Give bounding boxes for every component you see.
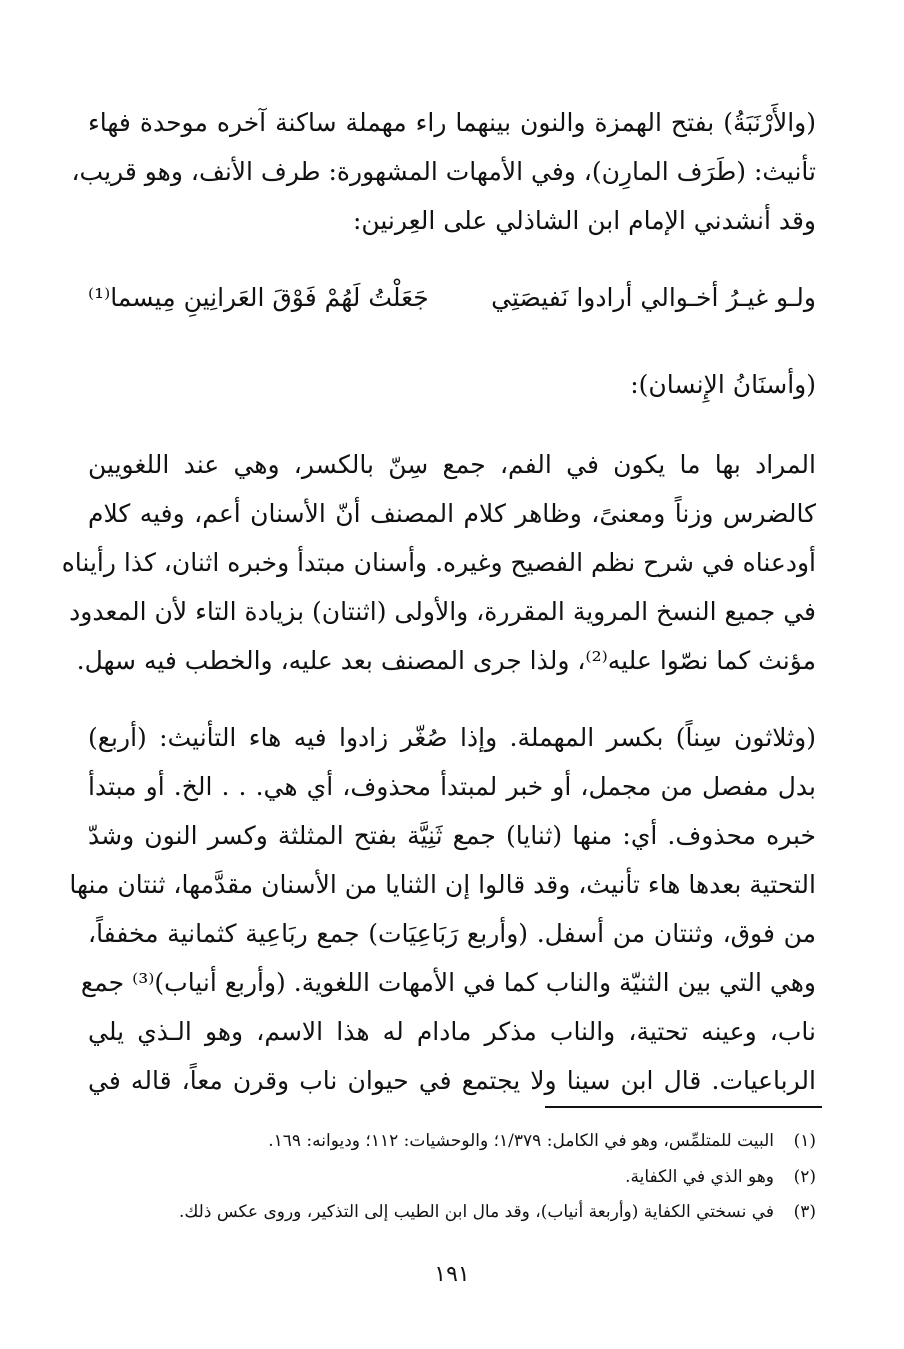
footnote <box>88 1162 816 1192</box>
footnote <box>88 1126 816 1156</box>
paragraph-line: وهي التي بين الثنيّة والناب كما في الأمهات اللغوية. (وأربع أنياب)⁽³⁾ جمع <box>80 968 816 997</box>
footnote-number: (٢) <box>793 1167 816 1187</box>
footnote-text: وهو الذي في الكفاية. <box>625 1167 774 1187</box>
footnote <box>88 1197 816 1227</box>
footnote-text: البيت للمتلمِّس، وهو في الكامل: ١/٣٧٩؛ والوحشيات: ١١٢؛ وديوانه: ١٦٩. <box>268 1131 774 1151</box>
paragraph-line: كالضرس وزناً ومعنىً، وظاهر كلام المصنف أنّ الأسنان أعم، وفيه كلام <box>88 499 816 528</box>
paragraph-line: خبره محذوف. أي: منها (ثنايا) جمع ثَنِيَّة بفتح المثلثة وكسر النون وشدّ <box>88 821 816 850</box>
paragraph-line: المراد بها ما يكون في الفم، جمع سِنّ بالكسر، وهي عند اللغويين <box>88 450 816 479</box>
paragraph-line: في جميع النسخ المروية المقررة، والأولى (اثنتان) بزيادة التاء لأن المعدود <box>69 597 816 626</box>
paragraph-line: بدل مفصل من مجمل، أو خبر لمبتدأ محذوف، أي هي. . . الخ. أو مبتدأ <box>88 772 816 801</box>
paragraph-line: أودعناه في شرح نظم الفصيح وغيره. وأسنان مبتدأ وخبره اثنان، كذا رأيناه <box>61 548 816 577</box>
paragraph-line: تأنيث: (طَرَف المارِن)، وفي الأمهات المشهورة: طرف الأنف، وهو قريب، <box>71 157 816 186</box>
paragraph-line: مؤنث كما نصّوا عليه⁽²⁾، ولذا جرى المصنف بعد عليه، والخطب فيه سهل. <box>76 646 816 675</box>
paragraph-line: وقد أنشدني الإمام ابن الشاذلي على العِرنين: <box>352 206 816 235</box>
footnote-number: (١) <box>793 1131 816 1151</box>
verse-second-hemistich: جَعَلْتُ لَهُمْ فَوْقَ العَرانِينِ مِيسما⁽¹⁾ <box>88 283 429 312</box>
footnote-text: في نسختي الكفاية (وأربعة أنياب)، وقد مال ابن الطيب إلى التذكير، وروى عكس ذلك. <box>178 1202 774 1222</box>
paragraph-line: الرباعيات. قال ابن سينا ولا يجتمع في حيوان ناب وقرن معاً، قاله في <box>88 1066 816 1095</box>
paragraph-line: (والأَرْنَبَةُ) بفتح الهمزة والنون بينهما راء مهملة ساكنة آخره موحدة فهاء <box>88 108 816 137</box>
section-heading: (وأسنَانُ الإِنسان): <box>630 370 816 399</box>
footnote-separator <box>545 1106 822 1108</box>
page-number: ١٩١ <box>434 1262 470 1287</box>
paragraph-line: ناب، وعينه تحتية، والناب مذكر مادام له هذا الاسم، وهو الـذي يلي <box>88 1017 816 1046</box>
footnote-number: (٣) <box>793 1202 816 1222</box>
poetry-verse <box>88 273 816 323</box>
paragraph-line: من فوق، وثنتان من أسفل. (وأربع رَبَاعِيَات) جمع ربَاعِية كثمانية مخففاً، <box>88 919 816 948</box>
verse-first-hemistich: ولـو غيـرُ أخـوالي أرادوا نَفيصَتِي <box>491 283 816 312</box>
paragraph-line: التحتية بعدها هاء تأنيث، وقد قالوا إن الثنايا من الأسنان مقدَّمها، ثنتان منها <box>69 870 816 899</box>
paragraph-line: (وثلاثون سِناً) بكسر المهملة. وإذا صُغّر زادوا فيه هاء التأنيث: (أربع) <box>88 723 816 752</box>
